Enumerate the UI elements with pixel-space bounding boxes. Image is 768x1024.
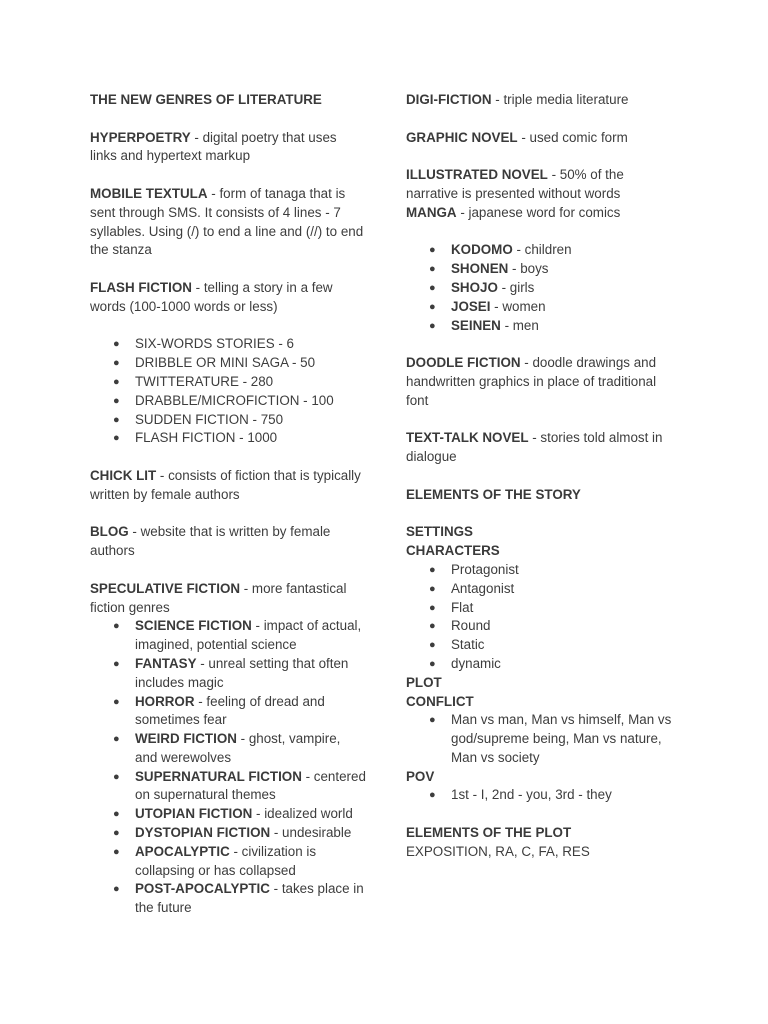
list-item: ● FANTASY - unreal setting that often includes magic <box>113 655 349 690</box>
list-item: ● WEIRD FICTION - ghost, vampire, and werewolves <box>113 731 341 765</box>
entry-doodle-fiction: DOODLE FICTION - doodle drawings and handwritten graphics in place of traditional font <box>406 355 657 408</box>
list-item: ● dynamic <box>429 655 501 671</box>
right-column <box>406 91 676 862</box>
speculative-fiction-list <box>90 617 366 918</box>
list-item: ● Protagonist <box>429 561 519 577</box>
list-item: ● Man vs man, Man vs himself, Man vs god/supreme being, Man vs nature, Man vs society <box>429 712 672 765</box>
list-item: ● SIX-WORDS STORIES - 6 <box>113 336 294 352</box>
list-item: ● 1st - I, 2nd - you, 3rd - they <box>429 787 612 803</box>
list-item: ● DRIBBLE OR MINI SAGA - 50 <box>113 355 316 371</box>
flash-fiction-list <box>90 335 366 448</box>
entry-graphic-novel: GRAPHIC NOVEL - used comic form <box>406 129 628 145</box>
list-item: ● TWITTERATURE - 280 <box>113 373 274 389</box>
entry-manga: MANGA - japanese word for comics <box>406 204 621 220</box>
list-item: ● Static <box>429 637 485 653</box>
list-item: ● POST-APOCALYPTIC - takes place in the future <box>113 881 364 916</box>
heading-conflict: CONFLICT <box>406 693 474 709</box>
entry-illustrated-novel: ILLUSTRATED NOVEL - 50% of the narrative is presented without words <box>406 167 624 201</box>
list-item: ● DYSTOPIAN FICTION - undesirable <box>113 825 352 841</box>
list-item: ● APOCALYPTIC - civilization is collapsing or has collapsed <box>113 843 317 878</box>
left-column <box>90 91 366 918</box>
entry-hyperpoetry: HYPERPOETRY - digital poetry that uses links and hypertext markup <box>90 129 337 164</box>
heading-elements-story: ELEMENTS OF THE STORY <box>406 486 581 502</box>
list-item: ● SHONEN - boys <box>429 261 549 277</box>
heading-settings: SETTINGS <box>406 524 473 540</box>
heading-elements-plot: ELEMENTS OF THE PLOT <box>406 825 572 841</box>
entry-mobile-textula: MOBILE TEXTULA - form of tanaga that is sent through SMS. It consists of 4 lines - 7 syllables. Using (/) to end a line and (//) to end the stanza <box>90 185 364 258</box>
list-item: ● SUPERNATURAL FICTION - centered on supernatural themes <box>113 768 366 803</box>
manga-list <box>406 241 676 335</box>
pov-list <box>406 786 676 805</box>
list-item: ● Round <box>429 618 491 634</box>
elements-plot-text: EXPOSITION, RA, C, FA, RES <box>406 843 590 859</box>
characters-list <box>406 561 676 674</box>
list-item: ● SEINEN - men <box>429 317 539 333</box>
list-item: ● SUDDEN FICTION - 750 <box>113 411 284 427</box>
conflict-list <box>406 711 676 767</box>
entry-blog: BLOG - website that is written by female authors <box>90 524 331 559</box>
entry-text-talk-novel: TEXT-TALK NOVEL - stories told almost in dialogue <box>406 430 663 465</box>
entry-chick-lit: CHICK LIT - consists of fiction that is typically written by female authors <box>90 467 361 502</box>
entry-flash-fiction: FLASH FICTION - telling a story in a few words (100-1000 words or less) <box>90 279 333 314</box>
heading-characters: CHARACTERS <box>406 543 500 559</box>
heading-pov: POV <box>406 768 435 784</box>
list-item: ● UTOPIAN FICTION - idealized world <box>113 806 353 822</box>
list-item: ● SHOJO - girls <box>429 279 535 295</box>
list-item: ● KODOMO - children <box>429 242 572 258</box>
entry-speculative-fiction: SPECULATIVE FICTION - more fantastical fiction genres <box>90 580 347 615</box>
list-item: ● HORROR - feeling of dread and sometimes fear <box>113 693 325 728</box>
document-title: THE NEW GENRES OF LITERATURE <box>90 92 322 107</box>
list-item: ● JOSEI - women <box>429 298 546 314</box>
list-item: ● DRABBLE/MICROFICTION - 100 <box>113 392 334 408</box>
list-item: ● Flat <box>429 599 474 615</box>
list-item: ● SCIENCE FICTION - impact of actual, imagined, potential science <box>113 618 362 653</box>
heading-plot: PLOT <box>406 674 442 690</box>
list-item: ● FLASH FICTION - 1000 <box>113 430 278 446</box>
list-item: ● Antagonist <box>429 580 515 596</box>
entry-digi-fiction: DIGI-FICTION - triple media literature <box>406 92 629 107</box>
